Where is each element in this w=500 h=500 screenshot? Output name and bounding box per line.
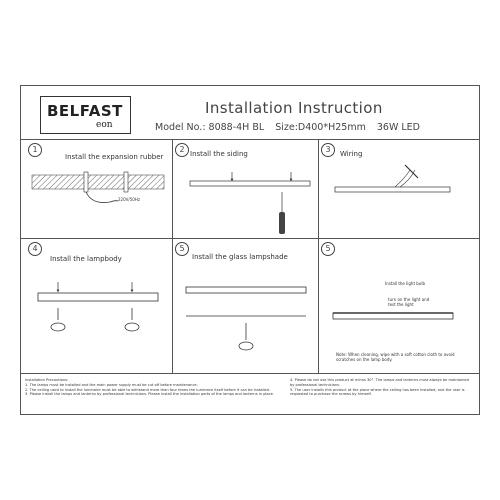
brand-sub: eon [96, 120, 113, 130]
brand-name: BELFAST [47, 102, 123, 120]
step-number-3: 3 [321, 143, 335, 157]
test-light-text: test the light [388, 302, 414, 307]
precaution-4a: 4. Please do not use this product at minus 30°. The lamps and lanterns must always be maintained [290, 378, 469, 382]
precaution-2: 2. The ceiling used to install the luminaire must be able to withstand more than four times the luminaire itself before it can be installed. [25, 387, 271, 392]
cleaning-note-2: scratches on the lamp body. [336, 357, 393, 362]
precaution-4b: by professional technicians. [290, 382, 341, 387]
precaution-5b: requested to purchase the screws by himself. [290, 392, 372, 397]
install-bulb-text: Install the light bulb [385, 281, 426, 286]
step-number-5: 5 [175, 242, 189, 256]
step-number-1: 1 [28, 143, 42, 157]
step6-finished-lamp [333, 313, 453, 319]
step4-lampbody [38, 282, 158, 331]
precaution-3: 3. Please install the lamps and lanterns by professional technicians. Please install the installation parts of the lamps and lanterns in place. [25, 392, 274, 397]
step-label-4: Install the lampbody [50, 255, 122, 263]
step-label-3: Wiring [340, 150, 363, 158]
step-number-2: 2 [175, 143, 189, 157]
step-label-5: Install the glass lampshade [192, 253, 288, 261]
precaution-title: Installation Precautions: [25, 378, 69, 382]
page-title: Installation Instruction [205, 99, 383, 117]
precaution-1: 1. The lamps must be installed and the main power supply must be cut off before maintenance. [25, 382, 198, 387]
turn-on-text: turn on the light and [388, 297, 430, 302]
voltage-label: 220V/50Hz [118, 197, 140, 202]
precaution-5a: 5. The user installs this product at the place where the ceiling has been installed, and the user is [290, 387, 465, 392]
power-label: 36W LED [376, 122, 420, 133]
step3-wiring [335, 165, 450, 192]
step-label-2: Install the siding [190, 150, 248, 158]
step5-lampshade [186, 287, 306, 350]
step-label-1: Install the expansion rubber [65, 153, 164, 161]
step1-ceiling [32, 172, 164, 203]
step-number-4: 4 [28, 242, 42, 256]
model-number: Model No.: 8088-4H BL [155, 122, 265, 133]
cleaning-note-1: Note: When cleaning, wipe with a soft cotton cloth to avoid [336, 352, 455, 357]
step-number-6: 5 [321, 242, 335, 256]
step2-siding [190, 172, 310, 234]
size-label: Size:D400*H25mm [275, 122, 366, 133]
